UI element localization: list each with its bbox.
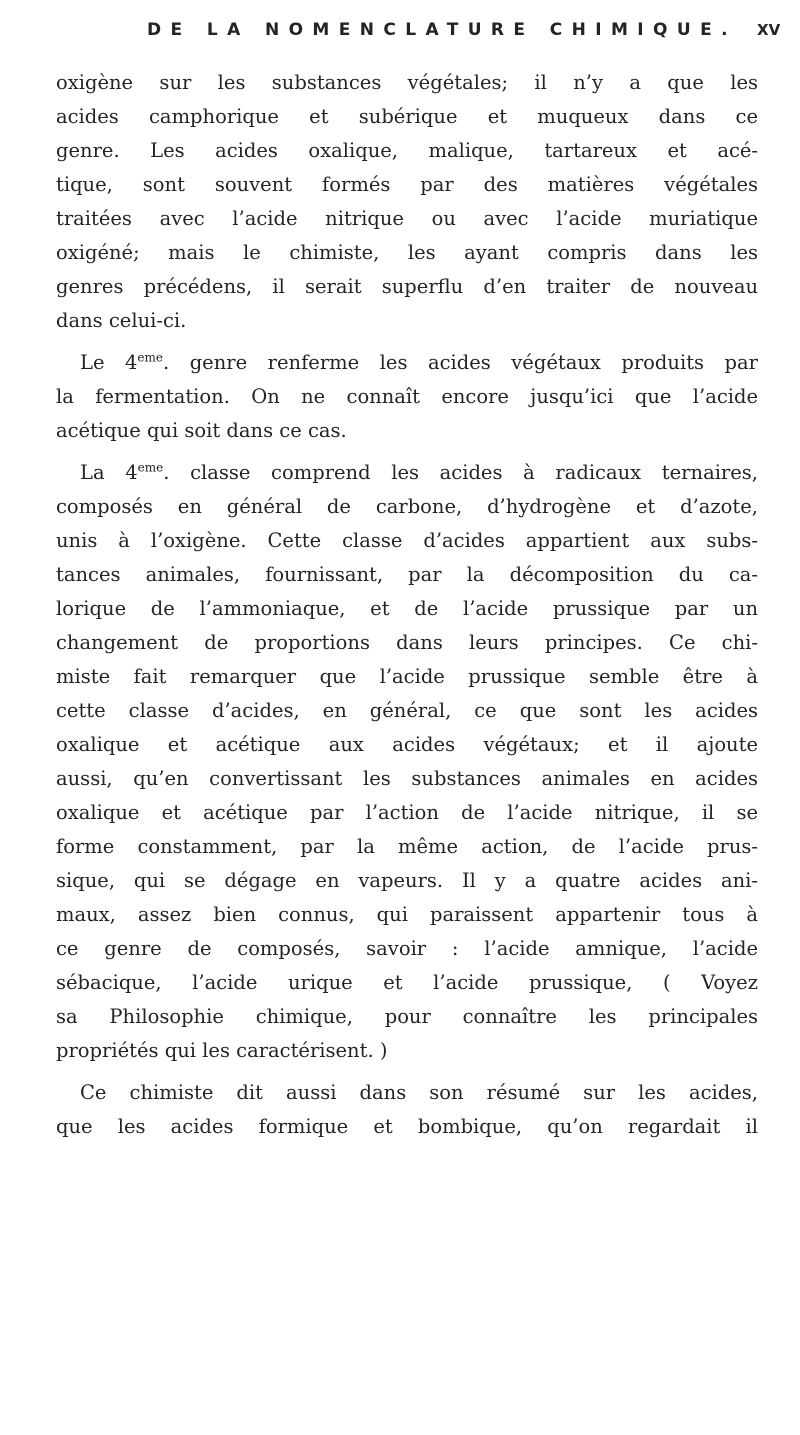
running-head — [0, 16, 800, 44]
text-line: genre. Les acides oxalique, malique, tartareux et acé- — [56, 139, 758, 162]
text-line: acides camphorique et subérique et muqueux dans ce — [56, 105, 758, 128]
text-line: dans celui-ci. — [56, 309, 187, 332]
text-line: oxigène sur les substances végétales; il n’y a que les — [56, 71, 758, 94]
text-line: aussi, qu’en convertissant les substances animales en acides — [56, 767, 758, 790]
text-line: tances animales, fournissant, par la décomposition du ca- — [56, 563, 758, 586]
text-line-rest: genre renferme les acides végétaux produits par — [189, 351, 758, 374]
paragraph-lead: La 4 — [80, 461, 138, 484]
text-line: sébacique, l’acide urique et l’acide prussique, ( Voyez — [56, 971, 758, 994]
text-line: sa Philosophie chimique, pour connaître les principales — [56, 1005, 758, 1028]
page-number: XV — [757, 21, 781, 39]
paragraph-lead: Le 4 — [80, 351, 138, 374]
text-line-rest: classe comprend les acides à radicaux ternaires, — [190, 461, 758, 484]
ordinal-suffix: eme — [137, 350, 163, 365]
text-line-lead: Le 4eme. genre renferme les acides végétaux produits par — [80, 350, 758, 374]
text-line: oxalique et acétique par l’action de l’acide nitrique, il se — [56, 801, 758, 824]
text-line: unis à l’oxigène. Cette classe d’acides appartient aux subs- — [56, 529, 758, 552]
text-line: composés en général de carbone, d’hydrogène et d’azote, — [56, 495, 758, 518]
text-line: tique, sont souvent formés par des matières végétales — [56, 173, 758, 196]
text-line: lorique de l’ammoniaque, et de l’acide prussique par un — [56, 597, 758, 620]
text-line: miste fait remarquer que l’acide prussique semble être à — [56, 665, 758, 688]
text-line: propriétés qui les caractérisent. ) — [56, 1039, 388, 1062]
text-line: forme constamment, par la même action, de l’acide prus- — [56, 835, 758, 858]
text-line: la fermentation. On ne connaît encore jusqu’ici que l’acide — [56, 385, 758, 408]
text-line: traitées avec l’acide nitrique ou avec l’acide muriatique — [56, 207, 758, 230]
text-line: ce genre de composés, savoir : l’acide amnique, l’acide — [56, 937, 758, 960]
text-line: genres précédens, il serait superflu d’en traiter de nouveau — [56, 275, 758, 298]
text-line: acétique qui soit dans ce cas. — [56, 419, 347, 442]
text-line: changement de proportions dans leurs principes. Ce chi- — [56, 631, 758, 654]
text-line: cette classe d’acides, en général, ce que sont les acides — [56, 699, 758, 722]
text-line: oxalique et acétique aux acides végétaux; et il ajoute — [56, 733, 758, 756]
text-line: oxigéné; mais le chimiste, les ayant compris dans les — [56, 241, 758, 264]
text-line: Ce chimiste dit aussi dans son résumé sur les acides, — [80, 1081, 758, 1104]
text-line-lead: La 4eme. classe comprend les acides à radicaux ternaires, — [80, 460, 758, 484]
text-line: sique, qui se dégage en vapeurs. Il y a quatre acides ani- — [56, 869, 758, 892]
running-head-title: DE LA NOMENCLATURE CHIMIQUE. — [147, 20, 737, 40]
text-line: que les acides formique et bombique, qu’on regardait il — [56, 1115, 758, 1138]
ordinal-suffix: eme — [137, 460, 164, 475]
text-line: maux, assez bien connus, qui paraissent appartenir tous à — [56, 903, 758, 926]
